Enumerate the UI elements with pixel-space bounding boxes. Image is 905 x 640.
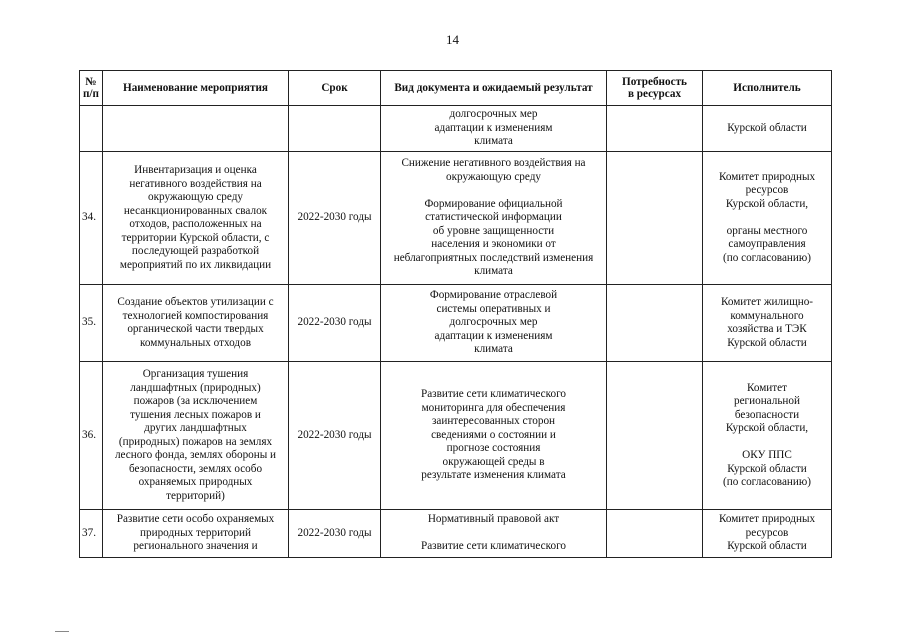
table-row xyxy=(80,106,832,152)
executor: Комитет природных ресурсов Курской области xyxy=(703,510,832,558)
resource-need xyxy=(607,285,703,362)
expected-result: Формирование отраслевой системы оперативных и долгосрочных мер адаптации к изменениям климата xyxy=(381,285,607,362)
measure-term: 2022-2030 годы xyxy=(289,510,381,558)
measure-name: Создание объектов утилизации с технологией компостирования органической части твердых коммунальных отходов xyxy=(103,285,289,362)
measure-term xyxy=(289,106,381,152)
table-header-row xyxy=(80,71,832,106)
table-row xyxy=(80,285,832,362)
table-row xyxy=(80,362,832,510)
executor: Комитет природных ресурсов Курской области, органы местного самоуправления (по согласованию) xyxy=(703,152,832,285)
measure-name xyxy=(103,106,289,152)
resource-need xyxy=(607,510,703,558)
table-row xyxy=(80,152,832,285)
executor: Комитет жилищно- коммунального хозяйства и ТЭК Курской области xyxy=(703,285,832,362)
page-number: 14 xyxy=(446,32,459,47)
row-number: 35. xyxy=(80,285,103,362)
row-number: 36. xyxy=(80,362,103,510)
measure-name: Инвентаризация и оценка негативного воздействия на окружающую среду несанкционированных свалок отходов, расположенных на территории Курской области, с последующей разработкой мероприятий по их ликвидации xyxy=(103,152,289,285)
header-resources: Потребность в ресурсах xyxy=(607,71,703,106)
measure-term: 2022-2030 годы xyxy=(289,362,381,510)
header-term: Срок xyxy=(289,71,381,106)
measure-name: Организация тушения ландшафтных (природных) пожаров (за исключением тушения лесных пожаров и других ландшафтных (природных) пожаров на землях лесного фонда, землях обороны и безопасности, землях особо охраняемых природных территорий) xyxy=(103,362,289,510)
header-result: Вид документа и ожидаемый результат xyxy=(381,71,607,106)
header-name: Наименование мероприятия xyxy=(103,71,289,106)
expected-result: Снижение негативного воздействия на окружающую среду Формирование официальной статистической информации об уровне защищенности населения и экономики от неблагоприятных последствий изменения климата xyxy=(381,152,607,285)
resource-need xyxy=(607,152,703,285)
row-number xyxy=(80,106,103,152)
measures-table xyxy=(79,70,832,558)
executor: Курской области xyxy=(703,106,832,152)
measure-term: 2022-2030 годы xyxy=(289,285,381,362)
expected-result: Развитие сети климатического мониторинга для обеспечения заинтересованных сторон сведениями о состоянии и прогнозе состояния окружающей среды в результате изменения климата xyxy=(381,362,607,510)
measure-name: Развитие сети особо охраняемых природных территорий регионального значения и xyxy=(103,510,289,558)
row-number: 37. xyxy=(80,510,103,558)
page-corner-mark xyxy=(55,631,69,632)
header-executor: Исполнитель xyxy=(703,71,832,106)
row-number: 34. xyxy=(80,152,103,285)
expected-result: Нормативный правовой акт Развитие сети климатического xyxy=(381,510,607,558)
expected-result: долгосрочных мер адаптации к изменениям климата xyxy=(381,106,607,152)
resource-need xyxy=(607,106,703,152)
executor: Комитет региональной безопасности Курской области, ОКУ ППС Курской области (по согласованию) xyxy=(703,362,832,510)
measure-term: 2022-2030 годы xyxy=(289,152,381,285)
header-num: № п/п xyxy=(80,71,103,106)
table-row xyxy=(80,510,832,558)
resource-need xyxy=(607,362,703,510)
